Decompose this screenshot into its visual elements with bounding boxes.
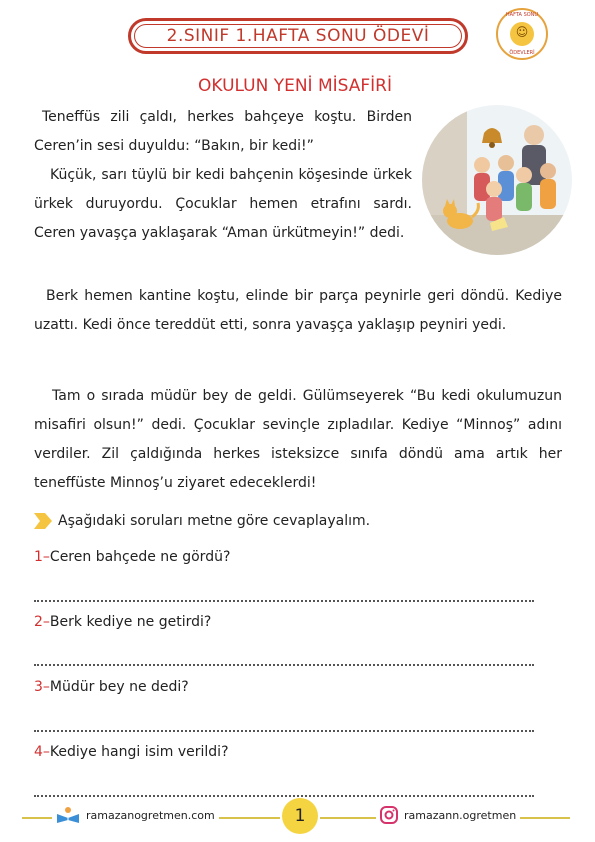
header-title: 2.SINIF 1.HAFTA SONU ÖDEVİ: [166, 26, 430, 46]
answer-line-1[interactable]: [34, 600, 534, 602]
book-reader-icon: [56, 806, 80, 824]
story-illustration: [422, 105, 572, 255]
smiley-icon: ☺: [510, 22, 534, 46]
homework-badge: [496, 8, 548, 60]
question-4: 4–Kediye hangi isim verildi?: [34, 744, 229, 760]
page-number: 1: [282, 798, 318, 834]
paragraph-3: Berk hemen kantine koştu, elinde bir parça peynirle geri döndü. Kediye uzattı. Kedi önce tereddüt etti, sonra yavaşça yaklaşıp peyniri yedi.: [34, 288, 562, 333]
paragraph-1: Teneffüs zili çaldı, herkes bahçeye koştu. Birden Ceren’in sesi duyuldu: “Bakın, bir kedi!”: [34, 109, 412, 154]
badge-top-text: HAFTA SONU: [505, 12, 539, 18]
badge-bottom-text: ÖDEVLERİ: [509, 50, 535, 56]
footer-website[interactable]: [52, 806, 219, 824]
paragraph-2: Küçük, sarı tüylü bir kedi bahçenin köşesinde ürkek ürkek duruyordu. Çocuklar hemen etrafını sardı. Ceren yavaşça yaklaşarak “Aman ürkütmeyin!” dedi.: [34, 167, 412, 241]
question-2: 2–Berk kediye ne getirdi?: [34, 614, 212, 630]
worksheet-header: [128, 18, 468, 54]
question-3: 3–Müdür bey ne dedi?: [34, 679, 189, 695]
story-title: OKULUN YENİ MİSAFİRİ: [198, 76, 392, 96]
instagram-icon: [380, 806, 398, 824]
paragraph-4: Tam o sırada müdür bey de geldi. Gülümseyerek “Bu kedi okulumuzun misafiri olsun!” dedi. Çocuklar sevinçle zıpladılar. Kediye “Minnoş” adını verdiler. Zil çaldığında herkes isteksizce sınıfa döndü ama artık her teneffüste Minnoş’u ziyaret edeceklerdi!: [34, 388, 562, 491]
instructions-text: Aşağıdaki soruları metne göre cevaplayalım.: [58, 513, 371, 529]
website-text: ramazanogretmen.com: [86, 808, 215, 822]
answer-line-3[interactable]: [34, 730, 534, 732]
instructions: [34, 513, 370, 529]
question-1: 1–Ceren bahçede ne gördü?: [34, 549, 231, 565]
answer-line-4[interactable]: [34, 795, 534, 797]
instagram-handle: ramazann.ogretmen: [404, 808, 517, 822]
arrow-icon: [34, 513, 52, 529]
footer-instagram[interactable]: [376, 806, 520, 824]
answer-line-2[interactable]: [34, 664, 534, 666]
